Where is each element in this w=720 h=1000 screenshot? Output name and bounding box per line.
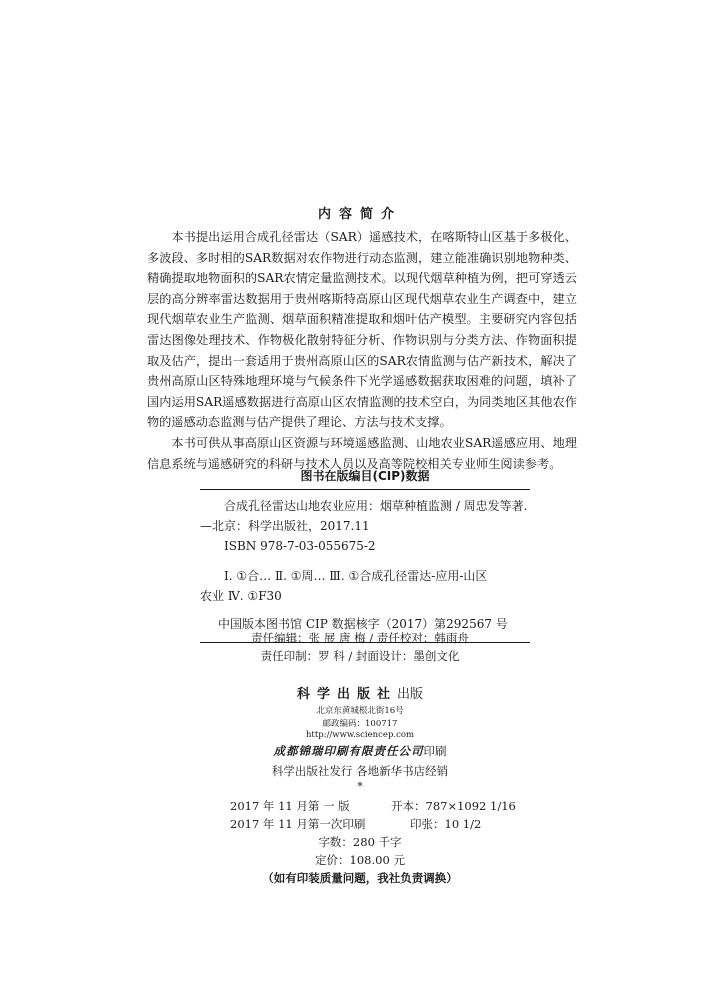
first-edition: 2017 年 11 月第 一 版: [230, 799, 350, 813]
first-print: 2017 年 11 月第一次印刷: [230, 817, 366, 831]
printer-line: [0, 743, 720, 759]
staff-line-1: 责任编辑：张 展 唐 梅 / 责任校对：韩雨舟: [251, 631, 469, 645]
separator-star: *: [357, 780, 363, 793]
publisher-website: http://www.sciencep.com: [305, 730, 415, 740]
cip-number: 中国版本图书馆 CIP 数据核字（2017）第292567 号: [218, 617, 508, 631]
publisher-address: 北京东黄城根北街16号: [316, 706, 404, 716]
summary-body: [147, 227, 577, 474]
price: 定价：108.00 元: [315, 853, 405, 867]
cip-classification-2: 农业 Ⅳ. ①F30: [200, 589, 282, 603]
summary-paragraph-2: 本书可供从事高原山区资源与环境遥感监测、山地农业SAR遥感应用、地理信息系统与遥感研究的科研与技术人员以及高等院校相关专业师生阅读参考。: [147, 435, 577, 471]
printer-name: 成都锦瑞印刷有限责任公司: [273, 744, 424, 758]
cip-publisher-line: —北京：科学出版社，2017.11: [200, 519, 370, 533]
format: 开本：787×1092 1/16: [391, 799, 516, 813]
cip-book-line: 合成孔径雷达山地农业应用：烟草种植监测 / 周忠发等著.: [224, 499, 528, 513]
publisher-postcode: 邮政编码：100717: [322, 719, 398, 729]
cip-isbn: ISBN 978-7-03-055675-2: [224, 539, 376, 553]
word-count: 字数：280 千字: [318, 835, 402, 849]
quality-notice: （如有印装质量问题，我社负责调换）: [262, 871, 458, 885]
publisher-line: [0, 683, 720, 702]
summary-title: 内容简介: [317, 207, 402, 222]
summary-paragraph-1: 本书提出运用合成孔径雷达（SAR）遥感技术，在喀斯特山区基于多极化、多波段、多时相的SAR数据对农作物进行动态监测，建立能准确识别地物种类、精确提取地物面积的SAR农情定量监测技术。以现代烟草种植为例，把可穿透云层的高分辨率雷达数据用于贵州喀斯特高原山区现代烟草农业生产调查中，建立现代烟草农业生产监测、烟草面积精准提取和烟叶估产模型。主要研究内容包括雷达图像处理技术、作物极化散射特征分析、作物识别与分类方法、作物面积提取及估产，提出一套适用于贵州高原山区的SAR农情监测与估产新技术，解决了贵州高原山区特殊地理环境与气候条件下光学遥感数据获取困难的问题，填补了国内运用SAR遥感数据进行高原山区农情监测的技术空白，为同类地区其他农作物的遥感动态监测与估产提供了理论、方法与技术支撑。: [147, 230, 577, 430]
sheets: 印张：10 1/2: [410, 817, 482, 831]
cip-block: [200, 466, 530, 643]
publisher-name: 科学出版社: [296, 687, 397, 702]
distribution-line: 科学出版社发行 各地新华书店经销: [271, 764, 449, 778]
cip-title: 图书在版编目(CIP)数据: [200, 466, 530, 490]
printer-suffix: 印刷: [423, 744, 447, 758]
staff-line-2: 责任印制：罗 科 / 封面设计：墨创文化: [260, 649, 460, 663]
cip-classification-1: Ⅰ. ①合… Ⅱ. ①周… Ⅲ. ①合成孔径雷达-应用-山区: [224, 569, 488, 583]
publisher-suffix: 出版: [397, 687, 424, 702]
